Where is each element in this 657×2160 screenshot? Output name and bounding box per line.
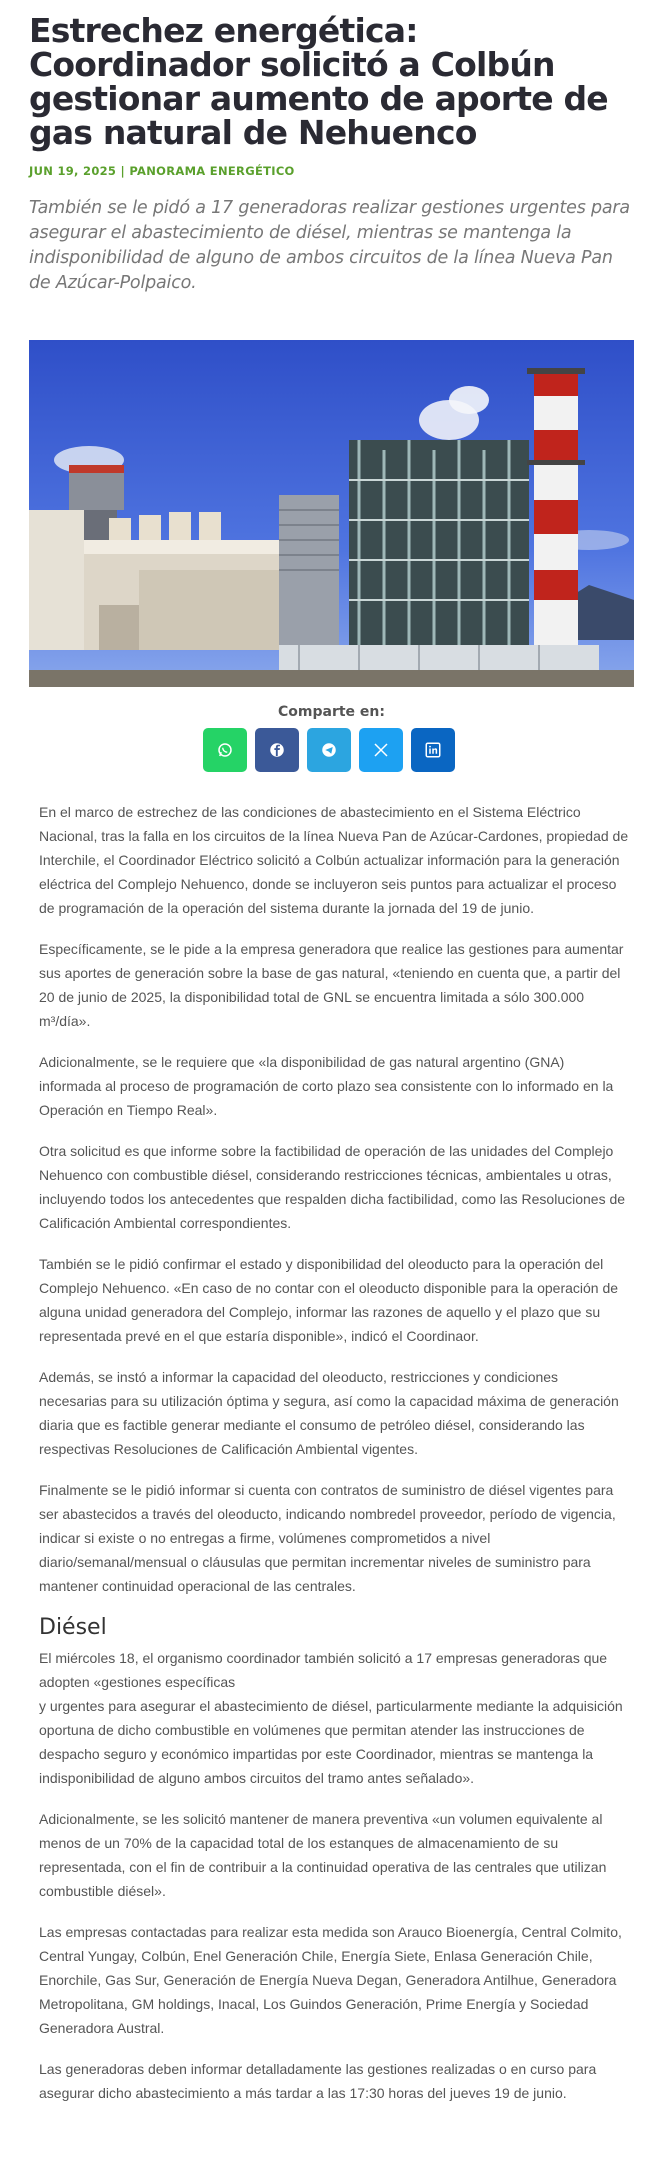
paragraph: Otra solicitud es que informe sobre la factibilidad de operación de las unidades del Complejo Nehuenco con combustible diésel, considerando restricciones técnicas, ambientales u otras, incluyendo todos los antecedentes que respalden dicha factibilidad, como las Resoluciones de Calificación Ambiental correspondientes. xyxy=(39,1143,626,1231)
article-title: Estrechez energética: Coordinador solicitó a Colbún gestionar aumento de aporte de gas natural de Nehuenco xyxy=(29,11,608,152)
share-title: Comparte en: xyxy=(278,704,385,720)
paragraph: En el marco de estrechez de las condiciones de abastecimiento en el Sistema Eléctrico Nacional, tras la falla en los circuitos de la línea Nueva Pan de Azúcar-Cardones, propiedad de Interchile, el Coordinador Eléctrico solicitó a Colbún actualizar información para la generación eléctrica del Complejo Nehuenco, donde se incluyeron seis puntos para actualizar el proceso de programación de la operación del sistema durante la jornada del 19 de junio. xyxy=(39,804,629,916)
paragraph: y urgentes para asegurar el abastecimiento de diésel, particularmente mediante la adquisición oportuna de dicho combustible en volúmenes que permitan atender las instrucciones de despacho seguro y económico impartidas por este Coordinador, mientras se mantenga la indisponibilidad de alguno ambos circuitos del tramo antes señalado». xyxy=(39,1698,623,1786)
share-linkedin-button[interactable] xyxy=(411,728,455,772)
share-telegram-button[interactable] xyxy=(307,728,351,772)
paragraph: También se le pidió confirmar el estado y disponibilidad del oleoducto para la operación del Complejo Nehuenco. «En caso de no contar con el oleoducto disponible para la operación de alguna unidad generadora del Complejo, informar las razones de aquello y el plazo que su representada prevé en el que estaría disponible», indicó el Coordinaor. xyxy=(39,1256,619,1344)
paragraph: Adicionalmente, se les solicitó mantener de manera preventiva «un volumen equivalente al menos de un 70% de la capacidad total de los estanques de almacenamiento de su representada, con el fin de contribuir a la continuidad operativa de las centrales que utilizan combustible diésel». xyxy=(39,1811,607,1899)
paragraph-line: El miércoles 18, el organismo coordinador también solicitó a 17 empresas generadoras que adopten «gestiones específicas xyxy=(39,1650,608,1690)
article-meta: JUN 19, 2025 | PANORAMA ENERGÉTICO xyxy=(29,164,295,178)
x-twitter-icon xyxy=(372,741,390,759)
share-facebook-button[interactable] xyxy=(255,728,299,772)
article-body xyxy=(39,800,629,2122)
article-lead: También se le pidó a 17 generadoras realizar gestiones urgentes para asegurar el abastecimiento de diésel, mientras se mantenga la indisponibilidad de alguno de ambos circuitos de la línea Nueva Pan de Azúcar-Polpaico. xyxy=(29,198,630,293)
article-container xyxy=(29,0,634,2101)
telegram-icon xyxy=(320,741,338,759)
paragraph xyxy=(39,1646,629,1694)
share-whatsapp-button[interactable] xyxy=(203,728,247,772)
paragraph: Las generadoras deben informar detalladamente las gestiones realizadas o en curso para asegurar dicho abastecimiento a más tardar a las 17:30 horas del jueves 19 de junio. xyxy=(39,2061,597,2101)
facebook-icon xyxy=(268,741,286,759)
section-heading: Diésel xyxy=(39,1615,107,1640)
hero-image-power-plant xyxy=(29,340,634,687)
paragraph: Las empresas contactadas para realizar esta medida son Arauco Bioenergía, Central Colmito, Central Yungay, Colbún, Enel Generación Chile, Energía Siete, Enlasa Generación Chile, Enorchile, Gas Sur, Generación de Energía Nueva Degan, Generadora Antilhue, Generadora Metropolitana, GM holdings, Inacal, Los Guindos Generación, Prime Energía y Sociedad Generadora Austral. xyxy=(39,1924,622,2036)
paragraph: Además, se instó a informar la capacidad del oleoducto, restricciones y condiciones necesarias para su utilización óptima y segura, así como la capacidad máxima de generación diaria que es factible generar mediante el consumo de petróleo diésel, considerando las respectivas Resoluciones de Calificación Ambiental vigentes. xyxy=(39,1369,619,1457)
whatsapp-icon xyxy=(216,741,234,759)
paragraph: Adicionalmente, se le requiere que «la disponibilidad de gas natural argentino (GNA) informada al proceso de programación de corto plazo sea consistente con lo informado en la Operación en Tiempo Real». xyxy=(39,1054,614,1118)
share-buttons xyxy=(203,728,455,772)
share-x-button[interactable] xyxy=(359,728,403,772)
paragraph: Finalmente se le pidió informar si cuenta con contratos de suministro de diésel vigentes para ser abastecidos a través del oleoducto, indicando nombredel proveedor, período de vigencia, indicar si existe o no entregas a firme, volúmenes comprometidos a nivel diario/semanal/mensual o cláusulas que permitan incrementar niveles de suministro para mantener continuidad operacional de las centrales. xyxy=(39,1482,616,1594)
paragraph: Específicamente, se le pide a la empresa generadora que realice las gestiones para aumentar sus aportes de generación sobre la base de gas natural, «teniendo en cuenta que, a partir del 20 de junio de 2025, la disponibilidad total de GNL se encuentra limitada a sólo 300.000 m³/día». xyxy=(39,941,624,1029)
power-plant-illustration xyxy=(29,340,634,687)
linkedin-icon xyxy=(424,741,442,759)
